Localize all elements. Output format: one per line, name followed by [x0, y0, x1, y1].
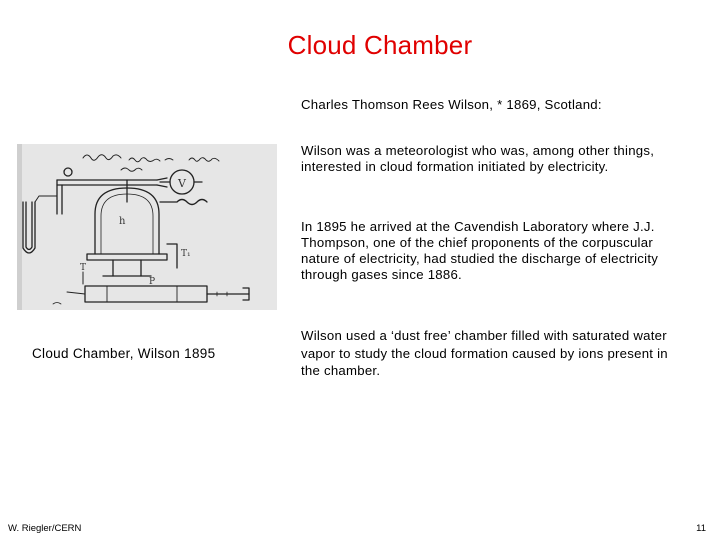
cloud-chamber-sketch — [17, 144, 277, 310]
slide-title: Cloud Chamber — [287, 30, 473, 60]
svg-text:h: h — [119, 216, 126, 227]
footer-author: W. Riegler/CERN — [8, 523, 82, 534]
paragraph-dust-free-chamber: Wilson used a ‘dust free’ chamber filled with saturated water vapor to study the cloud formation caused by ions present in the chamber. — [301, 328, 668, 378]
paragraph-cavendish: In 1895 he arrived at the Cavendish Laboratory where J.J. Thompson, one of the chief proponents of the corpuscular nature of electricity, had studied the discharge of electricity through gases since 1886. — [301, 219, 659, 282]
svg-text:T: T — [80, 263, 87, 273]
page-number: 11 — [696, 523, 706, 534]
figure-caption: Cloud Chamber, Wilson 1895 — [32, 346, 216, 361]
svg-text:V: V — [178, 177, 186, 190]
svg-text:P: P — [149, 277, 156, 287]
paragraph-meteorologist: Wilson was a meteorologist who was, among other things, interested in cloud formation initiated by electricity. — [301, 143, 655, 174]
svg-text:T₁: T₁ — [181, 249, 191, 259]
bio-line: Charles Thomson Rees Wilson, * 1869, Scotland: — [301, 97, 602, 112]
